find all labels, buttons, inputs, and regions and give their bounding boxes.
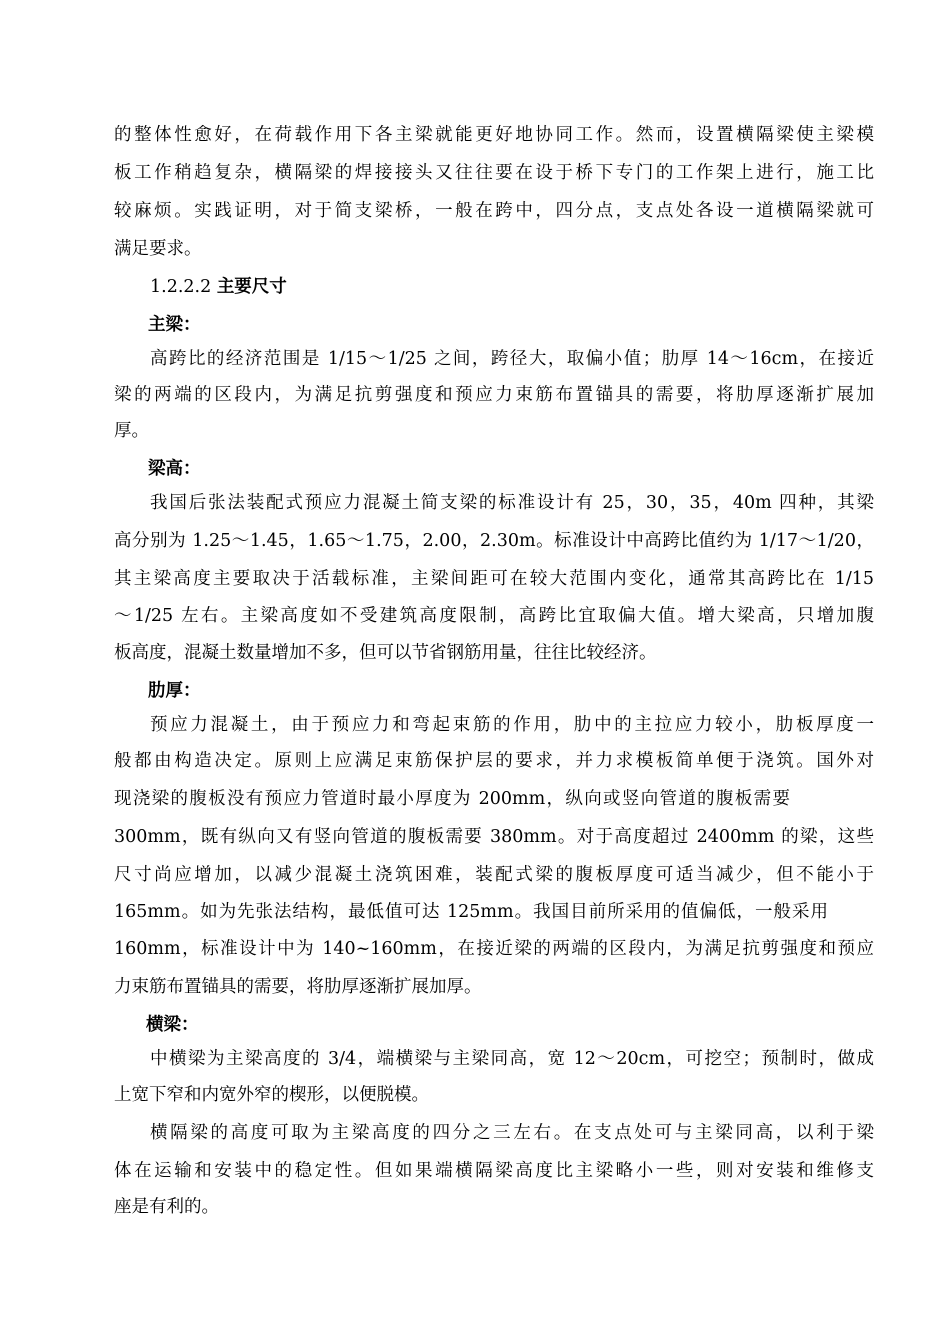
paragraph-line: 其主梁高度主要取决于活载标准，主梁间距可在较大范围内变化，通常其高跨比在 1/15 <box>114 569 874 589</box>
paragraph-line: 座是有利的。 <box>114 1197 219 1217</box>
paragraph-line: 板高度，混凝土数量增加不多，但可以节省钢筋用量，往往比较经济。 <box>114 643 657 663</box>
subheading-cross-beam: 横梁： <box>146 1015 199 1035</box>
paragraph-line: 中横梁为主梁高度的 3/4，端横梁与主梁同高，宽 12～20cm，可挖空；预制时，做成 <box>150 1049 874 1069</box>
paragraph-line: 力束筋布置锚具的需要，将肋厚逐渐扩展加厚。 <box>114 977 482 997</box>
paragraph-line: 300mm，既有纵向又有竖向管道的腹板需要 380mm。对于高度超过 2400mm 的梁，这些 <box>114 827 874 847</box>
paragraph-line: 横隔梁的高度可取为主梁高度的四分之三左右。在支点处可与主梁同高，以利于梁 <box>150 1123 874 1143</box>
paragraph-line: 厚。 <box>114 421 149 441</box>
paragraph-line: 的整体性愈好，在荷载作用下各主梁就能更好地协同工作。然而，设置横隔梁使主梁模 <box>114 125 874 145</box>
paragraph-line: 高分别为 1.25～1.45，1.65～1.75，2.00，2.30m。标准设计中高跨比值约为 1/17～1/20， <box>114 531 874 551</box>
section-title: 主要尺寸 <box>216 277 287 297</box>
subheading-main-beam: 主梁： <box>148 315 201 335</box>
subheading-beam-height: 梁高： <box>148 459 201 479</box>
section-number: 1.2.2.2 <box>150 277 212 297</box>
paragraph-line: 般都由构造决定。原则上应满足束筋保护层的要求，并力求模板简单便于浇筑。国外对 <box>114 751 874 771</box>
paragraph-line: 尺寸尚应增加，以减少混凝土浇筑困难，装配式梁的腹板厚度可适当减少，但不能小于 <box>114 865 874 885</box>
section-heading <box>150 272 287 302</box>
paragraph-line: 满足要求。 <box>114 239 202 259</box>
paragraph-line: 上宽下窄和内宽外窄的楔形，以便脱模。 <box>114 1085 429 1105</box>
paragraph-line: 较麻烦。实践证明，对于简支梁桥，一般在跨中，四分点，支点处各设一道横隔梁就可 <box>114 201 874 221</box>
subheading-rib-thickness: 肋厚： <box>148 681 201 701</box>
paragraph-line: 165mm。如为先张法结构，最低值可达 125mm。我国目前所采用的值偏低，一般采用 <box>114 902 828 922</box>
paragraph-line: 梁的两端的区段内，为满足抗剪强度和预应力束筋布置锚具的需要，将肋厚逐渐扩展加 <box>114 385 874 405</box>
paragraph-line: 高跨比的经济范围是 1/15～1/25 之间，跨径大，取偏小值；肋厚 14～16cm，在接近 <box>150 349 874 369</box>
paragraph-line: 体在运输和安装中的稳定性。但如果端横隔梁高度比主梁略小一些，则对安装和维修支 <box>114 1161 874 1181</box>
paragraph-line: 160mm，标准设计中为 140~160mm，在接近梁的两端的区段内，为满足抗剪强度和预应 <box>114 939 874 959</box>
paragraph-line: ～1/25 左右。主梁高度如不受建筑高度限制，高跨比宜取偏大值。增大梁高，只增加腹 <box>114 606 874 626</box>
paragraph-line: 板工作稍趋复杂，横隔梁的焊接接头又往往要在设于桥下专门的工作架上进行，施工比 <box>114 163 874 183</box>
paragraph-line: 我国后张法装配式预应力混凝土简支梁的标准设计有 25，30，35，40m 四种，其梁 <box>150 493 874 513</box>
paragraph-line: 预应力混凝土，由于预应力和弯起束筋的作用，肋中的主拉应力较小，肋板厚度一 <box>150 715 874 735</box>
paragraph-line: 现浇梁的腹板没有预应力管道时最小厚度为 200mm，纵向或竖向管道的腹板需要 <box>114 789 790 809</box>
